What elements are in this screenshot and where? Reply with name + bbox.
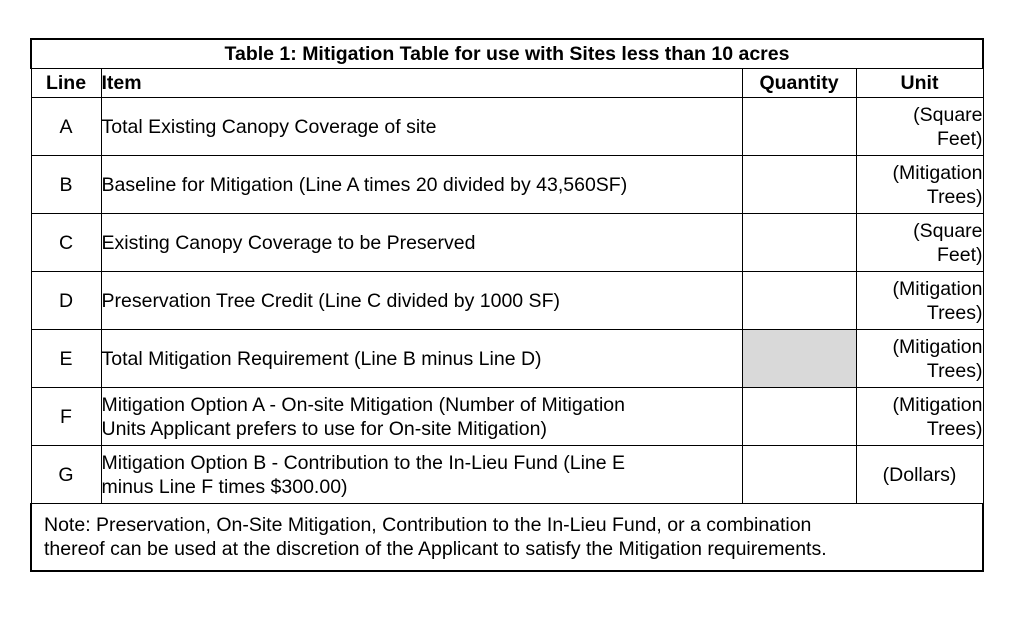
item-description: Existing Canopy Coverage to be Preserved <box>101 214 742 272</box>
unit-text-line1: (Square <box>913 103 983 126</box>
table-row-a <box>31 98 983 156</box>
unit-cell <box>856 98 983 156</box>
table-note <box>31 504 983 572</box>
quantity-cell-shaded <box>742 330 856 388</box>
table-header-row <box>31 69 983 98</box>
quantity-cell[interactable] <box>742 98 856 156</box>
unit-cell <box>856 388 983 446</box>
column-header-unit: Unit <box>856 69 983 98</box>
unit-text-line2: Feet) <box>936 127 983 150</box>
quantity-cell[interactable] <box>742 272 856 330</box>
item-description <box>101 446 742 504</box>
item-text-line2: minus Line F times $300.00) <box>101 475 348 498</box>
line-letter: C <box>31 214 101 272</box>
unit-cell <box>856 214 983 272</box>
unit-text-line2: Feet) <box>936 243 983 266</box>
table-note-row <box>31 504 983 572</box>
table-caption-row <box>31 39 983 69</box>
unit-text-line1: (Mitigation <box>892 393 983 416</box>
column-header-item: Item <box>101 69 742 98</box>
line-letter: G <box>31 446 101 504</box>
unit-text-line2: Trees) <box>926 359 983 382</box>
unit-text-line1: (Mitigation <box>892 335 983 358</box>
line-letter: B <box>31 156 101 214</box>
item-description: Preservation Tree Credit (Line C divided by 1000 SF) <box>101 272 742 330</box>
unit-text-line2: Trees) <box>926 417 983 440</box>
table-row-b <box>31 156 983 214</box>
unit-cell: (Dollars) <box>856 446 983 504</box>
table-row-e <box>31 330 983 388</box>
column-header-quantity: Quantity <box>742 69 856 98</box>
table-row-c <box>31 214 983 272</box>
item-text-line1: Mitigation Option B - Contribution to the In-Lieu Fund (Line E <box>101 451 626 474</box>
unit-text-line2: Trees) <box>926 185 983 208</box>
quantity-cell[interactable] <box>742 214 856 272</box>
line-letter: A <box>31 98 101 156</box>
note-text-line1: Note: Preservation, On-Site Mitigation, Contribution to the In-Lieu Fund, or a combination <box>44 514 812 536</box>
table-caption: Table 1: Mitigation Table for use with Sites less than 10 acres <box>31 39 983 69</box>
unit-text-line2: Trees) <box>926 301 983 324</box>
quantity-cell[interactable] <box>742 156 856 214</box>
mitigation-table <box>30 38 984 572</box>
unit-text-line1: (Mitigation <box>892 277 983 300</box>
unit-text-line1: (Mitigation <box>892 161 983 184</box>
line-letter: E <box>31 330 101 388</box>
note-text-line2: thereof can be used at the discretion of the Applicant to satisfy the Mitigation requirements. <box>44 538 827 560</box>
item-text-line2: Units Applicant prefers to use for On-site Mitigation) <box>101 417 547 440</box>
quantity-cell[interactable] <box>742 446 856 504</box>
item-description: Total Existing Canopy Coverage of site <box>101 98 742 156</box>
unit-cell <box>856 272 983 330</box>
item-description: Baseline for Mitigation (Line A times 20 divided by 43,560SF) <box>101 156 742 214</box>
quantity-cell[interactable] <box>742 388 856 446</box>
line-letter: D <box>31 272 101 330</box>
item-text-line1: Mitigation Option A - On-site Mitigation (Number of Mitigation <box>101 393 625 416</box>
item-description: Total Mitigation Requirement (Line B minus Line D) <box>101 330 742 388</box>
item-description <box>101 388 742 446</box>
unit-text-line1: (Square <box>913 219 983 242</box>
table-row-g <box>31 446 983 504</box>
table-row-f <box>31 388 983 446</box>
unit-cell <box>856 330 983 388</box>
column-header-line: Line <box>31 69 101 98</box>
unit-cell <box>856 156 983 214</box>
table-row-d <box>31 272 983 330</box>
line-letter: F <box>31 388 101 446</box>
